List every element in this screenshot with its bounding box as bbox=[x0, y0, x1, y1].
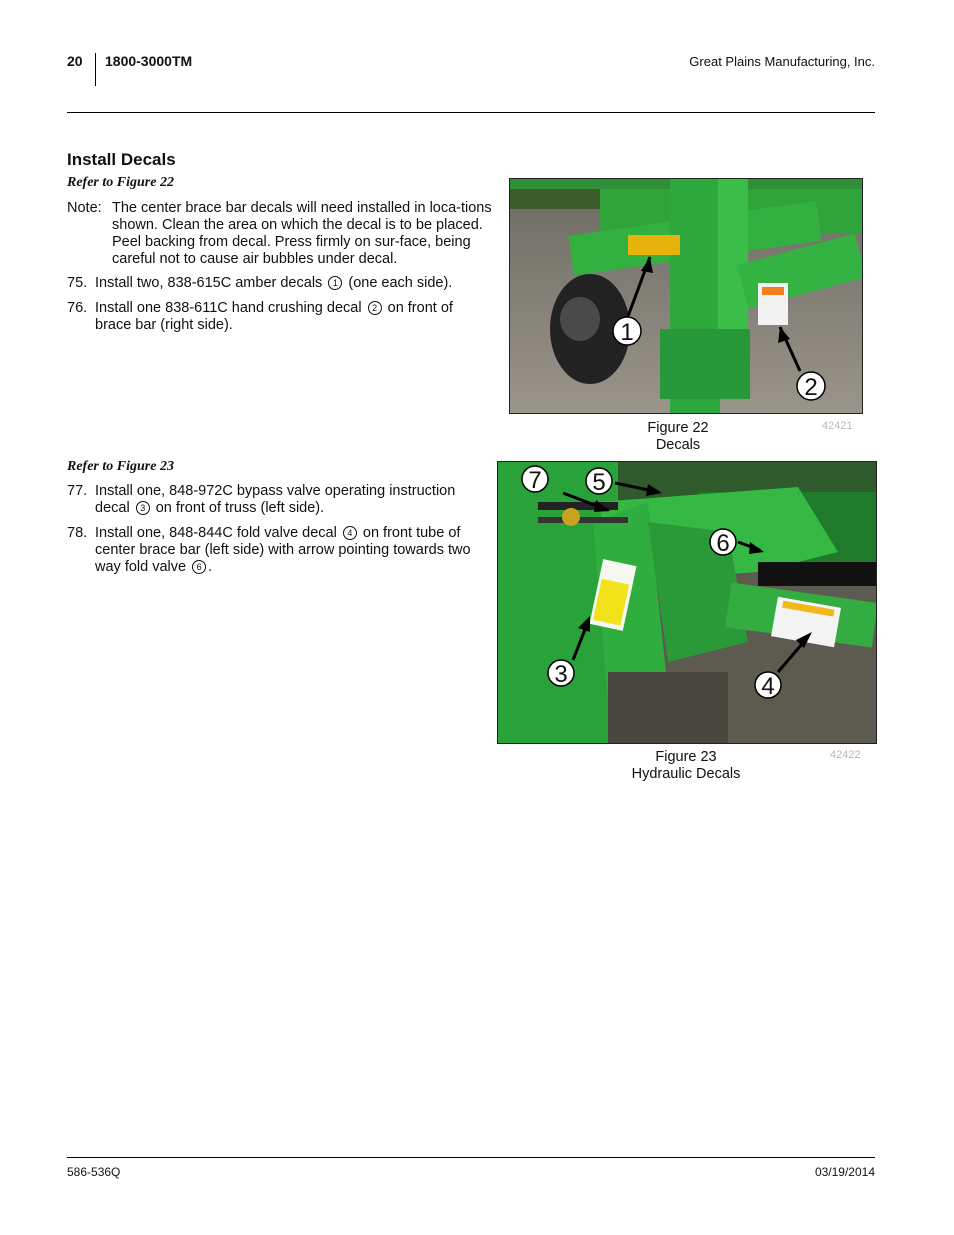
figure-23-callout: 3 bbox=[554, 661, 568, 688]
figure-23-callout: 7 bbox=[528, 467, 542, 494]
figure-23-callout: 5 bbox=[592, 469, 606, 496]
step-text bbox=[95, 300, 485, 334]
figure-23-title: Hydraulic Decals bbox=[631, 766, 741, 782]
figure-22-title: Decals bbox=[655, 437, 701, 453]
step-text-part: Install one, 848-972C bypass valve operating instruction decal bbox=[95, 483, 456, 516]
step-number: 77. bbox=[67, 483, 88, 499]
step-text bbox=[95, 275, 490, 292]
figure-22-callout: 2 bbox=[804, 374, 818, 401]
figure-23-photo bbox=[497, 461, 877, 744]
note-text: The center brace bar decals will need installed in loca-tions shown. Clean the area on which the decal is to be placed. Peel backing from decal. Press firmly on sur-face, being careful not to cause air bubbles under decal. bbox=[112, 200, 492, 267]
callout-marker: 6 bbox=[192, 560, 206, 574]
figure-22-number: Figure 22 bbox=[647, 420, 709, 436]
step-text-part: on front of brace bar (right side). bbox=[95, 300, 453, 333]
figure-23-illustration bbox=[498, 462, 876, 743]
footer-rule bbox=[67, 1157, 875, 1158]
step-text-part: . bbox=[208, 559, 213, 575]
step-number: 76. bbox=[67, 300, 88, 316]
figure-23-callout: 4 bbox=[761, 673, 775, 700]
callout-marker: 3 bbox=[136, 501, 150, 515]
step-text-part: on front tube of center brace bar (left side) with arrow pointing towards two way fold valve bbox=[95, 525, 471, 575]
figure-23-photo-id: 42422 bbox=[830, 749, 861, 761]
step-number: 78. bbox=[67, 525, 88, 541]
footer-date: 03/19/2014 bbox=[814, 1165, 875, 1179]
step-text-part: Install one, 848-844C fold valve decal bbox=[95, 525, 337, 541]
step-text-part: on front of truss (left side). bbox=[155, 500, 325, 516]
header-rule bbox=[67, 112, 875, 113]
refer-figure-22: Refer to Figure 22 bbox=[67, 175, 174, 190]
step-text bbox=[95, 525, 487, 576]
callout-marker: 4 bbox=[343, 526, 357, 540]
document-id: 1800-3000TM bbox=[105, 53, 193, 69]
figure-23-callout: 6 bbox=[716, 530, 730, 557]
company-name: Great Plains Manufacturing, Inc. bbox=[689, 54, 875, 69]
footer-doc-number: 586-536Q bbox=[67, 1165, 121, 1179]
figure-22-illustration bbox=[510, 179, 862, 413]
step-text bbox=[95, 483, 487, 517]
figure-23-number: Figure 23 bbox=[655, 749, 717, 765]
callout-marker: 1 bbox=[328, 276, 342, 290]
step-text-part: Install two, 838-615C amber decals bbox=[95, 275, 323, 291]
figure-22-photo bbox=[509, 178, 863, 414]
callout-marker: 2 bbox=[368, 301, 382, 315]
step-number: 75. bbox=[67, 275, 88, 291]
note-label: Note: bbox=[67, 200, 102, 216]
step-text-part: Install one 838-611C hand crushing decal bbox=[95, 300, 362, 316]
step-text-part: (one each side). bbox=[348, 275, 453, 291]
header-divider bbox=[95, 53, 96, 86]
page-number: 20 bbox=[67, 53, 83, 69]
section-title: Install Decals bbox=[67, 150, 176, 169]
figure-22-callout: 1 bbox=[620, 319, 634, 346]
figure-22-photo-id: 42421 bbox=[822, 420, 853, 432]
refer-figure-23: Refer to Figure 23 bbox=[67, 459, 174, 474]
figure-23-caption bbox=[606, 749, 766, 783]
figure-22-caption bbox=[618, 420, 738, 454]
